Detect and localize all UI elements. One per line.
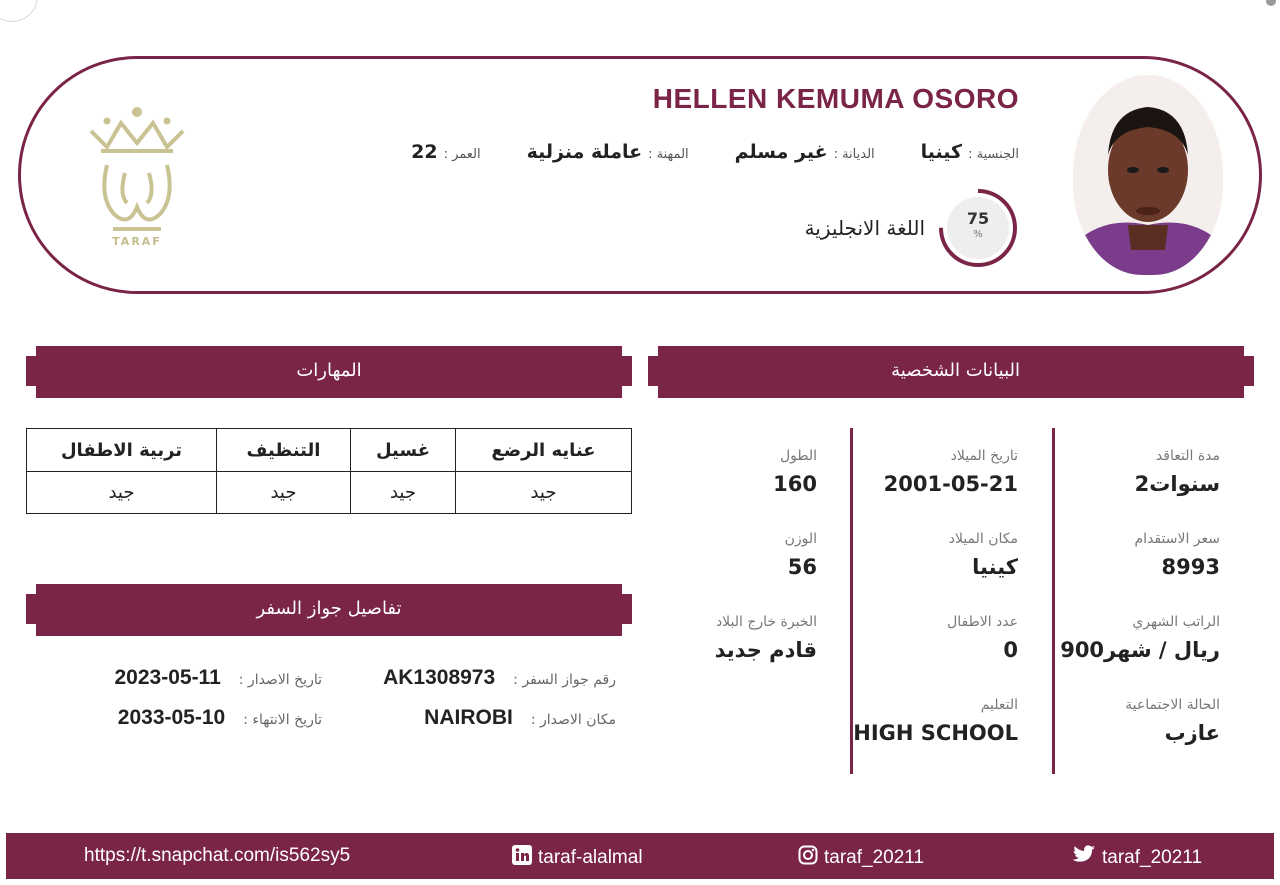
age-value: 22 [411, 141, 438, 163]
salary-label: الراتب الشهري [1132, 614, 1220, 630]
nationality-fact [921, 141, 1019, 163]
skill-header-laundry: غسيل [351, 429, 456, 472]
contract-item [1030, 448, 1220, 531]
personal-column-1 [1030, 448, 1220, 780]
nationality-label: الجنسية : [968, 147, 1019, 162]
salary-value: 900ريال / شهر [1060, 638, 1220, 662]
skill-value-childcare: جيد [27, 472, 217, 514]
personal-column-3 [637, 448, 817, 697]
height-label: الطول [779, 448, 817, 464]
salary-item [1030, 614, 1220, 697]
passport-number-row [383, 666, 616, 690]
instagram-link[interactable] [798, 845, 924, 871]
passport-section-header [26, 584, 632, 636]
twitter-icon [1072, 845, 1096, 871]
religion-label: الديانة : [833, 147, 875, 162]
education-label: التعليم [980, 697, 1018, 713]
passport-section-title: تفاصيل جواز السفر [256, 598, 402, 619]
children-item [838, 614, 1018, 697]
scroll-indicator[interactable] [1266, 0, 1276, 6]
job-label: المهنة : [648, 147, 689, 162]
profile-card [18, 56, 1262, 294]
contract-label: مدة التعاقد [1155, 448, 1220, 464]
footer-bar [6, 833, 1274, 879]
passport-expiry-row [118, 706, 322, 730]
linkedin-handle[interactable]: taraf-alalmal [538, 847, 643, 868]
job-value: عاملة منزلية [526, 141, 643, 163]
age-label: العمر : [443, 147, 481, 162]
weight-label: الوزن [784, 531, 817, 547]
marital-item [1030, 697, 1220, 780]
children-label: عدد الاطفال [947, 614, 1018, 630]
column-divider [850, 428, 853, 774]
passport-place-label: مكان الاصدار : [530, 712, 616, 728]
taraf-logo [85, 103, 189, 251]
personal-column-2 [838, 448, 1018, 780]
dob-label: تاريخ الميلاد [950, 448, 1018, 464]
education-item [838, 697, 1018, 780]
skill-header-cleaning: التنظيف [217, 429, 351, 472]
logo-text: TARAF [112, 235, 162, 248]
height-item [637, 448, 817, 531]
skill-value-laundry: جيد [351, 472, 456, 514]
passport-number-label: رقم جواز السفر : [513, 672, 616, 688]
education-value: HIGH SCHOOL [853, 721, 1018, 745]
passport-expiry-label: تاريخ الانتهاء : [243, 712, 322, 728]
age-fact [411, 141, 481, 163]
snapchat-url[interactable]: https://t.snapchat.com/is562sy5 [84, 845, 351, 866]
snapchat-link[interactable] [84, 845, 350, 867]
passport-number-value: AK1308973 [383, 666, 496, 689]
skill-value-cleaning: جيد [217, 472, 351, 514]
hire-item [1030, 531, 1220, 614]
skills-section-header [26, 346, 632, 398]
personal-section-header [648, 346, 1254, 398]
experience-value: قادم جديد [714, 638, 817, 662]
twitter-handle[interactable]: taraf_20211 [1102, 847, 1203, 868]
skill-value-infant-care: جيد [456, 472, 632, 514]
weight-item [637, 531, 817, 614]
percent-sign: % [973, 229, 983, 240]
pob-item [838, 531, 1018, 614]
skills-value-row [27, 472, 632, 514]
passport-expiry-value: 2033-05-10 [117, 706, 226, 729]
religion-value: غير مسلم [734, 141, 828, 163]
skill-header-childcare: تربية الاطفال [27, 429, 217, 472]
contract-value: 2سنوات [1134, 472, 1220, 496]
dob-value: 2001-05-21 [883, 472, 1018, 496]
hire-label: سعر الاستقدام [1134, 531, 1220, 547]
instagram-icon [798, 845, 818, 871]
experience-label: الخبرة خارج البلاد [715, 614, 817, 630]
job-fact [527, 141, 689, 163]
marital-label: الحالة الاجتماعية [1125, 697, 1220, 713]
religion-fact [735, 141, 875, 163]
children-value: 0 [1003, 638, 1018, 662]
profile-photo [1073, 75, 1223, 275]
corner-decoration [0, 0, 38, 22]
linkedin-link[interactable] [512, 845, 643, 871]
profile-name: HELLEN KEMUMA OSORO [652, 83, 1019, 114]
pob-label: مكان الميلاد [948, 531, 1018, 547]
passport-issue-value: 2023-05-11 [114, 666, 221, 689]
weight-value: 56 [787, 555, 817, 579]
marital-value: عازب [1164, 721, 1220, 745]
personal-section-title: البيانات الشخصية [891, 360, 1020, 381]
hire-value: 8993 [1161, 555, 1220, 579]
skills-table [26, 428, 632, 514]
language-skill [805, 187, 1019, 269]
skill-header-infant-care: عنايه الرضع [456, 429, 632, 472]
passport-place-value: NAIROBI [424, 706, 513, 729]
language-gauge [937, 187, 1019, 269]
passport-issue-row [115, 666, 323, 690]
profile-facts [411, 141, 1019, 163]
skills-section-title: المهارات [296, 360, 362, 381]
height-value: 160 [773, 472, 817, 496]
nationality-value: كينيا [920, 141, 963, 163]
twitter-link[interactable] [1072, 845, 1202, 871]
linkedin-icon [512, 845, 532, 871]
skills-header-row [27, 429, 632, 472]
instagram-handle[interactable]: taraf_20211 [824, 847, 925, 868]
language-percent: 75 [966, 209, 990, 228]
experience-item [637, 614, 817, 697]
language-label: اللغة الانجليزية [804, 216, 925, 240]
passport-issue-label: تاريخ الاصدار : [238, 672, 322, 688]
column-divider [1052, 428, 1055, 774]
pob-value: كينيا [972, 555, 1018, 579]
passport-place-row [424, 706, 616, 730]
dob-item [838, 448, 1018, 531]
